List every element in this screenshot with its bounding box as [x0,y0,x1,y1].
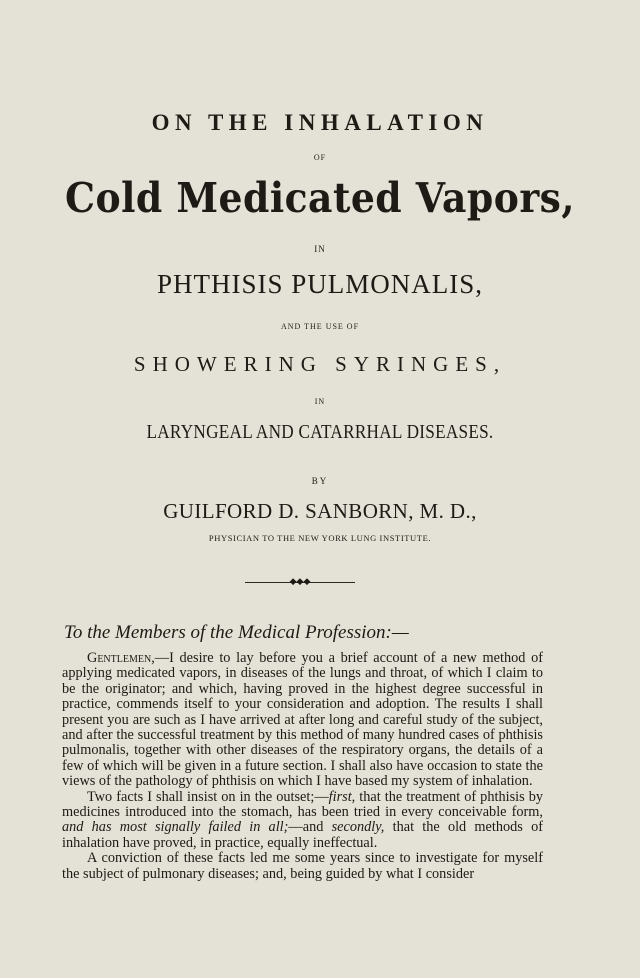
paragraph-2 [62,790,543,852]
author-name: GUILFORD D. SANBORN, M. D., [163,499,477,523]
divider-ornament: ◆◆◆ [289,576,311,586]
author-title: PHYSICIAN TO THE NEW YORK LUNG INSTITUTE. [208,533,432,543]
title-line-2-blackletter: Cold Medicated Vapors, [65,174,575,222]
paragraph-2-part-c: —and [288,819,332,836]
paragraph-1-text: —I desire to lay before you a brief account of a new method of applying medicated vapors, in diseases of the lungs and throat, of which I claim to be the originator; and which, having proved in the highest degree successful in practice, commends itself to your consideration and adoption. The results I shall present you are such as I have arrived at after long and careful study of the subject, and after the successful treatment by this method of many hundred cases of phthisis pulmonalis, together with other diseases of the respiratory organs, the details of a few of which will be given in a future section. I shall also have occasion to state the views of the pathology of phthisis on which I have based my system of inhalation. [62,650,543,790]
title-of: OF [313,153,327,162]
title-in-2: IN [314,397,326,406]
title-line-4: SHOWERING SYRINGES, [133,352,507,376]
paragraph-2-secondly: secondly, [331,819,385,836]
title-and-the-use-of: AND THE USE OF [280,322,360,331]
paragraph-3: A conviction of these facts led me some years since to investigate for myself the subject of pulmonary diseases; and, being guided by what I consider [62,850,543,882]
title-line-3: PHTHISIS PULMONALIS, [156,269,484,299]
title-line-1: ON THE INHALATION [151,110,489,135]
paragraph-2-italic: and has most signally failed in all; [62,819,289,836]
salutation: Gentlemen, [87,650,155,666]
paragraph-2-part-b: that the treatment of phthisis by medicines introduced into the stomach, has been tried in every conceivable form, [62,788,543,821]
author-by: BY [311,476,329,486]
paragraph-2-part-d: that the old methods of inhalation have proved, in practice, equally ineffectual. [62,819,543,851]
body-text [62,651,543,882]
title-in-1: IN [314,244,326,254]
title-line-5: LARYNGEAL AND CATARRHAL DISEASES. [146,421,494,443]
paragraph-1 [62,651,543,790]
paragraph-2-part-a: Two facts I shall insist on in the outset;— [87,788,329,805]
address-line: To the Members of the Medical Profession:— [64,622,409,643]
paragraph-2-first: first, [328,788,356,805]
